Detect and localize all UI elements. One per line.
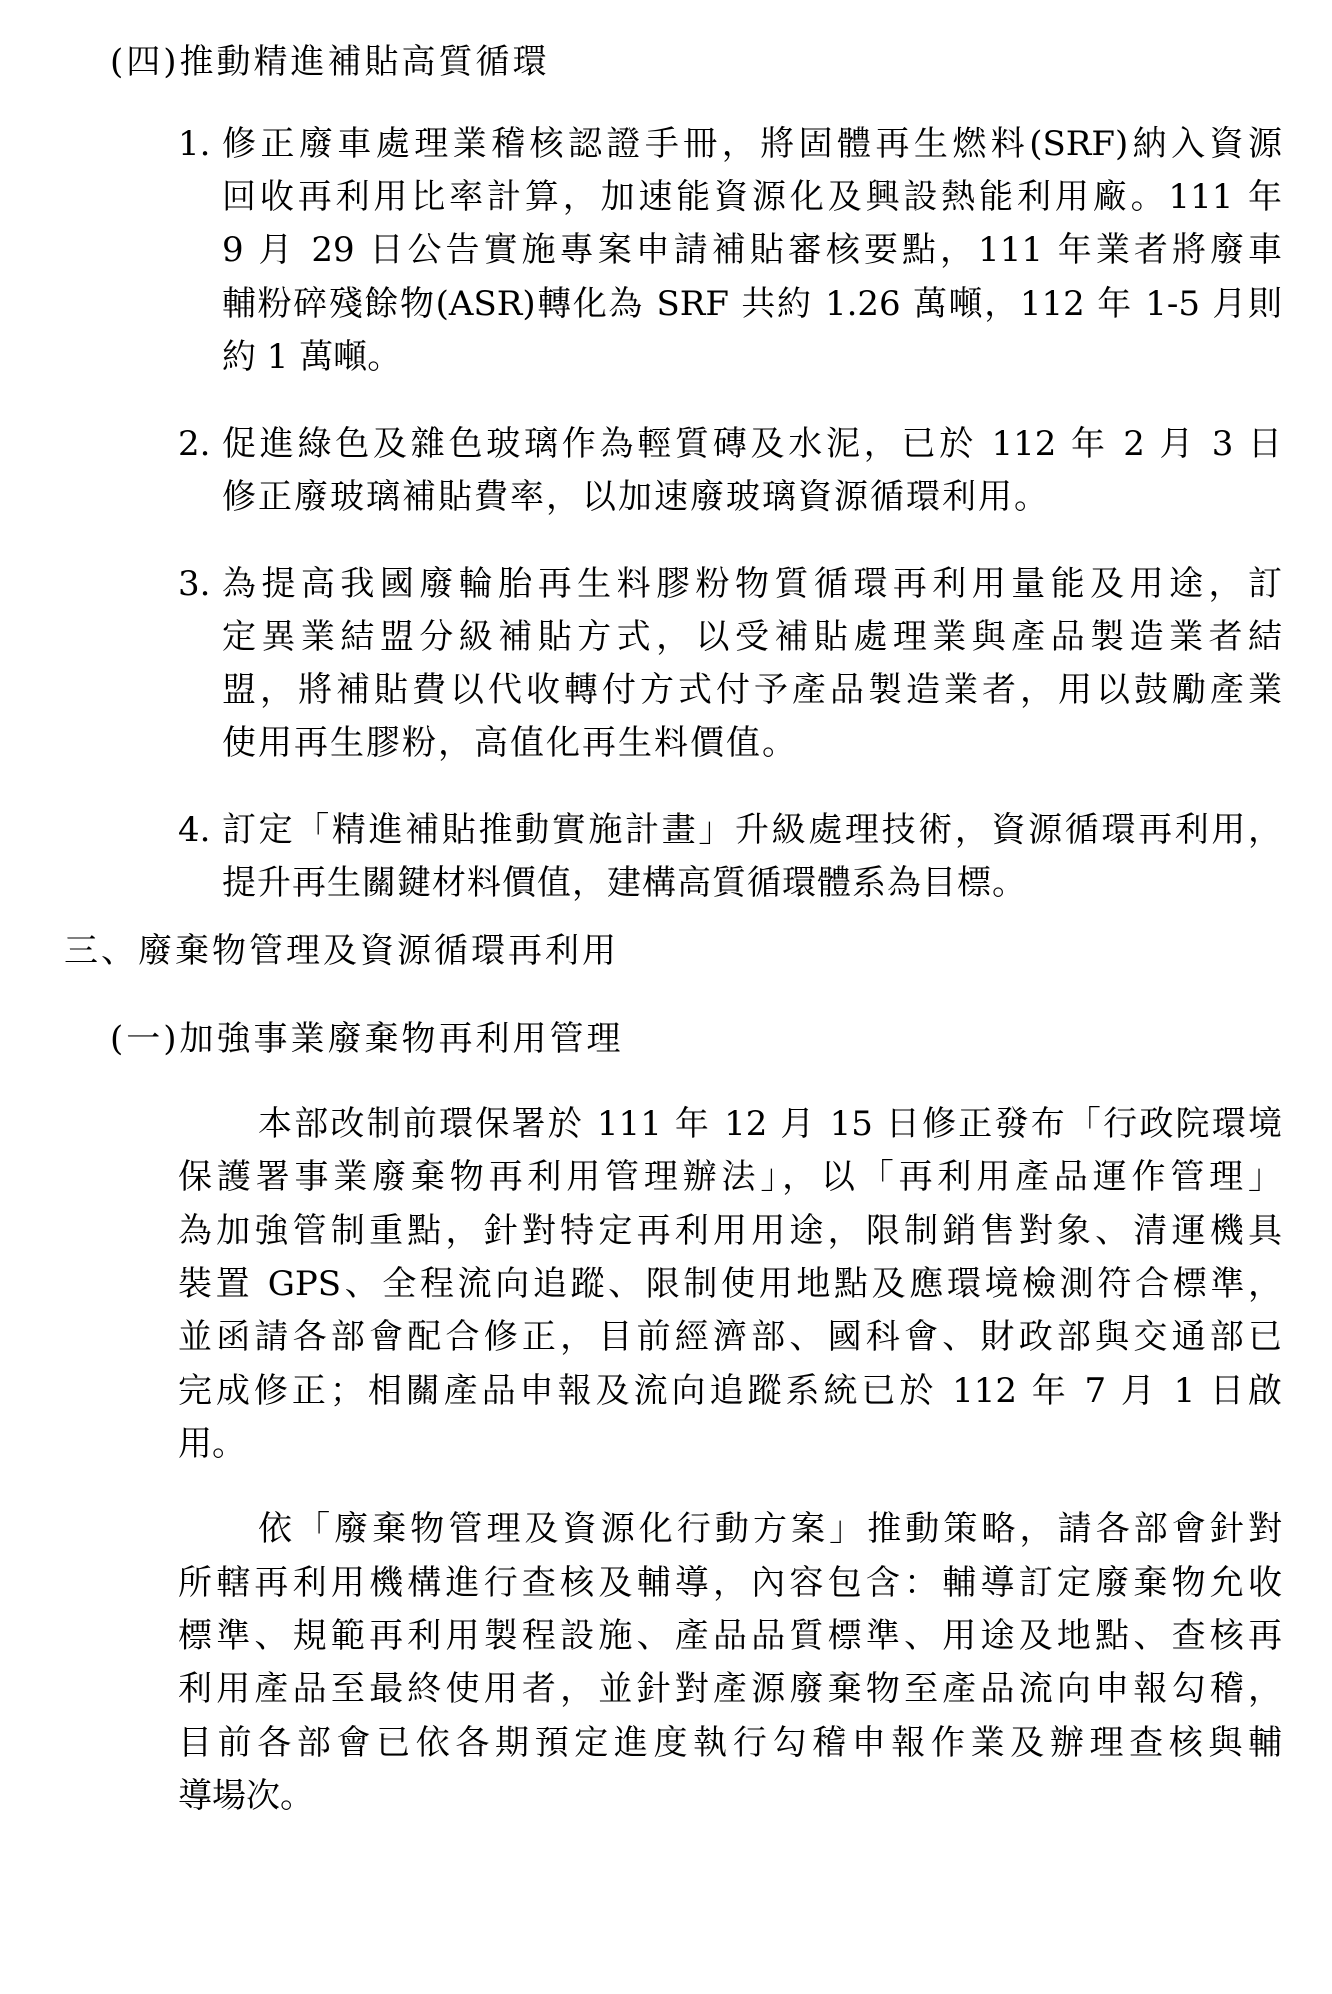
item-line: 促進綠色及雜色玻璃作為輕質磚及水泥，已於 112 年 2 月 3 日 [222,424,1282,464]
paragraph-line: 導場次。 [178,1776,314,1816]
subsection-four-heading: (四)推動精進補貼高質循環 [110,42,550,82]
item-line: 回收再利用比率計算，加速能資源化及興設熱能利用廠。111 年 [222,177,1282,217]
item-line: 9 月 29 日公告實施專案申請補貼審核要點，111 年業者將廢車 [222,230,1282,270]
paragraph-line: 利用產品至最終使用者，並針對產源廢棄物至產品流向申報勾稽， [178,1669,1282,1709]
item-line: 輔粉碎殘餘物(ASR)轉化為 SRF 共約 1.26 萬噸，112 年 1-5 月則 [222,284,1282,324]
item-number: 1. [178,124,211,164]
item-line: 訂定「精進補貼推動實施計畫」升級處理技術，資源循環再利用， [222,810,1282,850]
paragraph-line: 為加強管制重點，針對特定再利用用途，限制銷售對象、清運機具 [178,1211,1282,1251]
item-line: 定異業結盟分級補貼方式，以受補貼處理業與產品製造業者結 [222,617,1282,657]
paragraph-line: 所轄再利用機構進行查核及輔導，內容包含：輔導訂定廢棄物允收 [178,1563,1282,1603]
paragraph-line: 用。 [178,1424,246,1464]
item-line: 使用再生膠粉，高值化再生料價值。 [222,723,798,763]
paragraph-line: 目前各部會已依各期預定進度執行勾稽申報作業及辦理查核與輔 [178,1723,1282,1763]
item-number: 3. [178,564,211,604]
paragraph-line: 保護署事業廢棄物再利用管理辦法」，以「再利用產品運作管理」 [178,1157,1282,1197]
paragraph-line: 並函請各部會配合修正，目前經濟部、國科會、財政部與交通部已 [178,1317,1282,1357]
item-line: 修正廢車處理業稽核認證手冊，將固體再生燃料(SRF)納入資源 [222,124,1282,164]
paragraph-line: 本部改制前環保署於 111 年 12 月 15 日修正發布「行政院環境 [258,1104,1282,1144]
paragraph-line: 標準、規範再利用製程設施、產品品質標準、用途及地點、查核再 [178,1616,1282,1656]
item-number: 4. [178,810,211,850]
subsection-one-heading: (一)加強事業廢棄物再利用管理 [110,1019,624,1059]
item-number: 2. [178,424,211,464]
item-line: 為提高我國廢輪胎再生料膠粉物質循環再利用量能及用途，訂 [222,564,1282,604]
item-line: 修正廢玻璃補貼費率，以加速廢玻璃資源循環利用。 [222,477,1050,517]
section-three-heading: 三、廢棄物管理及資源循環再利用 [64,931,619,971]
item-line: 提升再生關鍵材料價值，建構高質循環體系為目標。 [222,863,1027,903]
paragraph-line: 完成修正；相關產品申報及流向追蹤系統已於 112 年 7 月 1 日啟 [178,1371,1282,1411]
paragraph-line: 依「廢棄物管理及資源化行動方案」推動策略，請各部會針對 [258,1509,1282,1549]
item-line: 約 1 萬噸。 [222,337,402,377]
paragraph-line: 裝置 GPS、全程流向追蹤、限制使用地點及應環境檢測符合標準， [178,1264,1282,1304]
item-line: 盟，將補貼費以代收轉付方式付予產品製造業者，用以鼓勵產業 [222,670,1282,710]
